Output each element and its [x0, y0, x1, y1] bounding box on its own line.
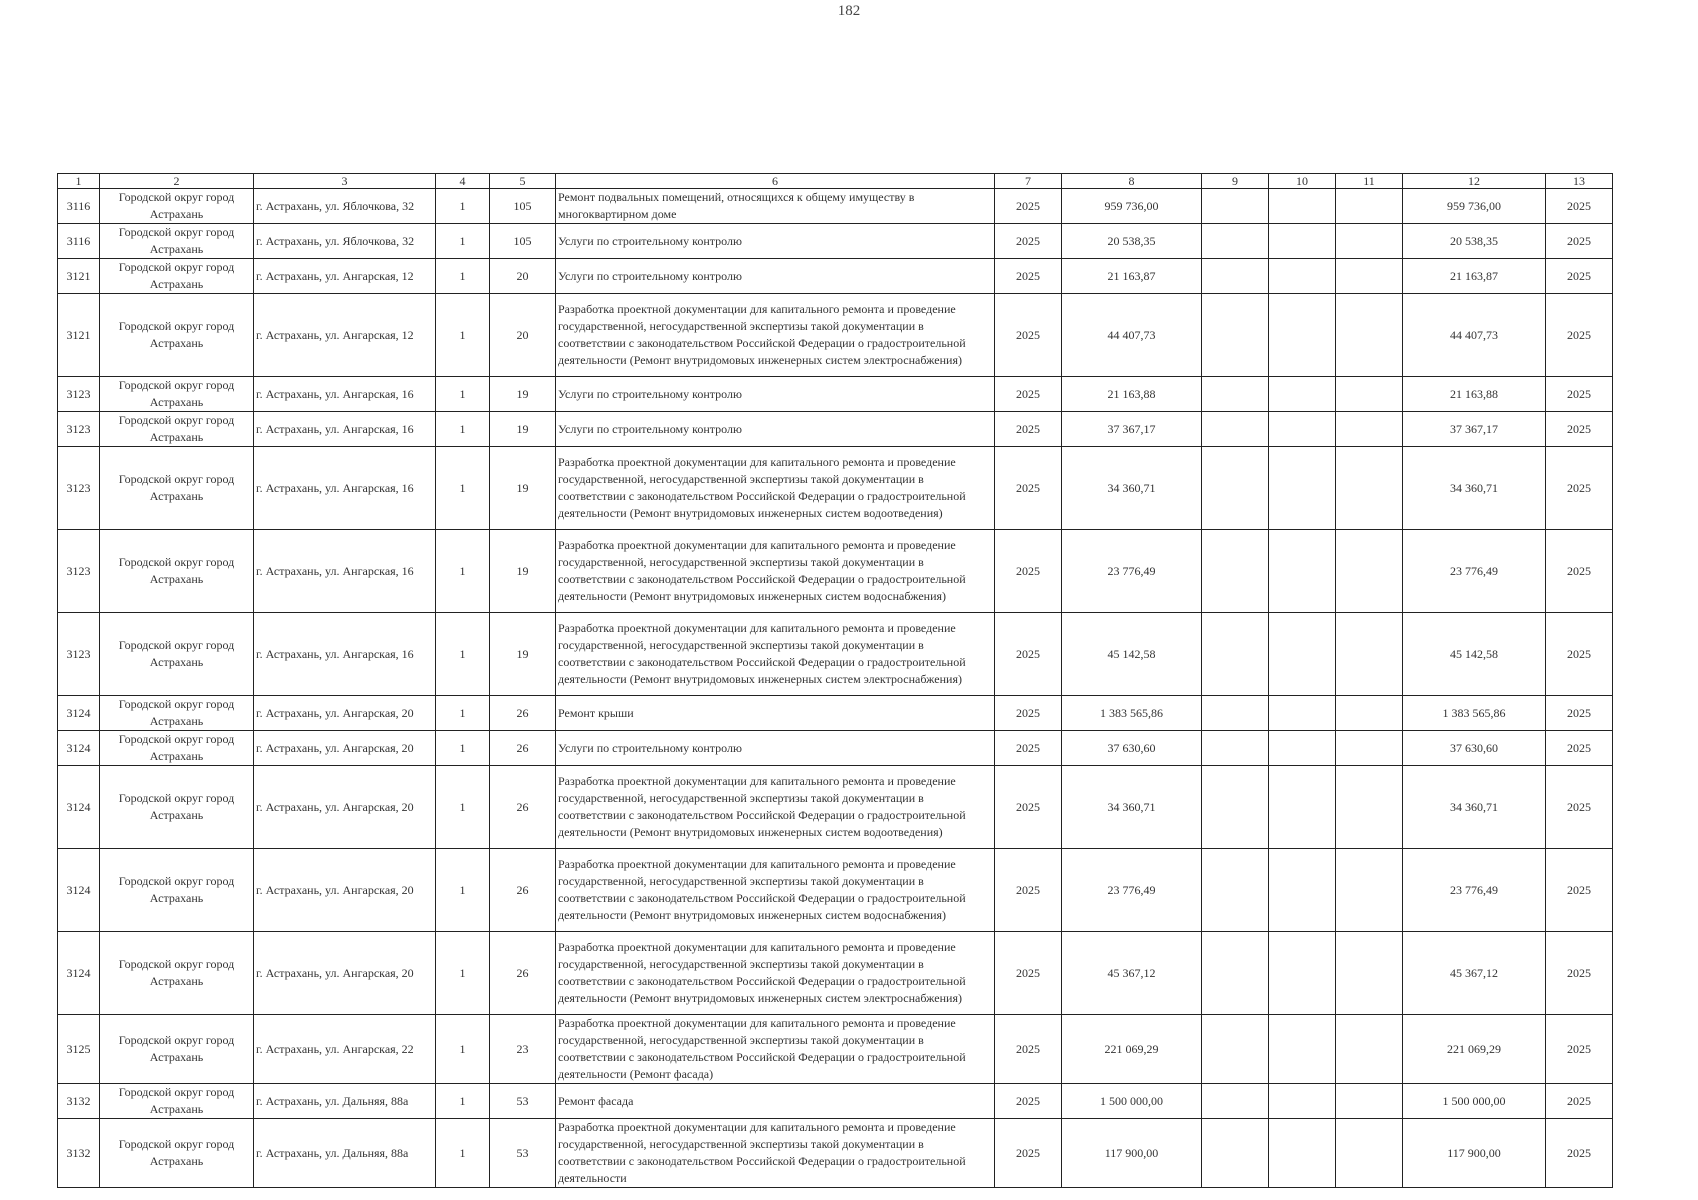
total-cost: 21 163,88: [1062, 377, 1202, 412]
col-10-value: [1269, 447, 1336, 530]
col-5-value: 19: [490, 530, 556, 613]
municipality: Городской округ город Астрахань: [100, 189, 254, 224]
work-description: Услуги по строительному контролю: [556, 412, 995, 447]
fund-cost: 34 360,71: [1403, 766, 1546, 849]
completion-year: 2025: [1546, 731, 1613, 766]
municipality: Городской округ город Астрахань: [100, 1119, 254, 1188]
page-number: 182: [837, 3, 861, 19]
year: 2025: [995, 189, 1062, 224]
col-10-value: [1269, 530, 1336, 613]
work-description: Ремонт крыши: [556, 696, 995, 731]
col-9-value: [1202, 613, 1269, 696]
col-10-value: [1269, 259, 1336, 294]
row-number: 3124: [58, 731, 100, 766]
address: г. Астрахань, ул. Ангарская, 16: [254, 530, 436, 613]
col-11-value: [1336, 224, 1403, 259]
municipality: Городской округ город Астрахань: [100, 224, 254, 259]
col-5-value: 26: [490, 696, 556, 731]
year: 2025: [995, 224, 1062, 259]
year: 2025: [995, 613, 1062, 696]
municipality: Городской округ город Астрахань: [100, 849, 254, 932]
column-number: 7: [995, 174, 1062, 189]
total-cost: 44 407,73: [1062, 294, 1202, 377]
col-9-value: [1202, 932, 1269, 1015]
municipality: Городской округ город Астрахань: [100, 530, 254, 613]
col-10-value: [1269, 613, 1336, 696]
year: 2025: [995, 1084, 1062, 1119]
col-4-value: 1: [436, 932, 490, 1015]
row-number: 3124: [58, 766, 100, 849]
col-10-value: [1269, 731, 1336, 766]
row-number: 3121: [58, 294, 100, 377]
table-row: [58, 696, 1613, 731]
row-number: 3123: [58, 377, 100, 412]
address: г. Астрахань, ул. Ангарская, 16: [254, 377, 436, 412]
col-4-value: 1: [436, 696, 490, 731]
table-row: [58, 731, 1613, 766]
year: 2025: [995, 259, 1062, 294]
address: г. Астрахань, ул. Дальняя, 88а: [254, 1119, 436, 1188]
year: 2025: [995, 530, 1062, 613]
total-cost: 34 360,71: [1062, 766, 1202, 849]
fund-cost: 37 630,60: [1403, 731, 1546, 766]
table-body: [58, 174, 1613, 1188]
completion-year: 2025: [1546, 447, 1613, 530]
fund-cost: 1 500 000,00: [1403, 1084, 1546, 1119]
col-4-value: 1: [436, 377, 490, 412]
table-row: [58, 412, 1613, 447]
row-number: 3123: [58, 530, 100, 613]
completion-year: 2025: [1546, 1084, 1613, 1119]
col-9-value: [1202, 377, 1269, 412]
address: г. Астрахань, ул. Ангарская, 20: [254, 766, 436, 849]
work-description: Разработка проектной документации для капитального ремонта и проведение государственной, негосударственной экспертизы такой документации в соответствии с законодательством Российской Федерации о градостроительной деятельности (Ремонт внутридомовых инженерных систем водоотведения): [556, 447, 995, 530]
col-10-value: [1269, 294, 1336, 377]
municipality: Городской округ город Астрахань: [100, 613, 254, 696]
col-9-value: [1202, 1119, 1269, 1188]
row-number: 3124: [58, 932, 100, 1015]
table-row: [58, 377, 1613, 412]
completion-year: 2025: [1546, 294, 1613, 377]
col-11-value: [1336, 412, 1403, 447]
completion-year: 2025: [1546, 849, 1613, 932]
table-row: [58, 849, 1613, 932]
row-number: 3125: [58, 1015, 100, 1084]
work-description: Услуги по строительному контролю: [556, 259, 995, 294]
municipality: Городской округ город Астрахань: [100, 377, 254, 412]
completion-year: 2025: [1546, 1015, 1613, 1084]
column-number: 4: [436, 174, 490, 189]
fund-cost: 221 069,29: [1403, 1015, 1546, 1084]
col-10-value: [1269, 224, 1336, 259]
municipality: Городской округ город Астрахань: [100, 731, 254, 766]
fund-cost: 117 900,00: [1403, 1119, 1546, 1188]
address: г. Астрахань, ул. Ангарская, 20: [254, 849, 436, 932]
row-number: 3123: [58, 447, 100, 530]
col-4-value: 1: [436, 189, 490, 224]
col-11-value: [1336, 1084, 1403, 1119]
address: г. Астрахань, ул. Ангарская, 12: [254, 294, 436, 377]
col-9-value: [1202, 1015, 1269, 1084]
completion-year: 2025: [1546, 412, 1613, 447]
col-5-value: 19: [490, 613, 556, 696]
column-number: 1: [58, 174, 100, 189]
col-11-value: [1336, 1015, 1403, 1084]
work-description: Разработка проектной документации для капитального ремонта и проведение государственной, негосударственной экспертизы такой документации в соответствии с законодательством Российской Федерации о градостроительной деятельности (Ремонт внутридомовых инженерных систем электроснабжения): [556, 613, 995, 696]
col-11-value: [1336, 932, 1403, 1015]
work-description: Услуги по строительному контролю: [556, 731, 995, 766]
year: 2025: [995, 932, 1062, 1015]
total-cost: 23 776,49: [1062, 849, 1202, 932]
col-4-value: 1: [436, 530, 490, 613]
col-5-value: 19: [490, 377, 556, 412]
year: 2025: [995, 849, 1062, 932]
work-description: Разработка проектной документации для капитального ремонта и проведение государственной, негосударственной экспертизы такой документации в соответствии с законодательством Российской Федерации о градостроительной деятельности (Ремонт внутридомовых инженерных систем электроснабжения): [556, 294, 995, 377]
column-number: 10: [1269, 174, 1336, 189]
total-cost: 1 383 565,86: [1062, 696, 1202, 731]
col-10-value: [1269, 412, 1336, 447]
work-description: Услуги по строительному контролю: [556, 377, 995, 412]
col-9-value: [1202, 447, 1269, 530]
municipality: Городской округ город Астрахань: [100, 1015, 254, 1084]
municipality: Городской округ город Астрахань: [100, 932, 254, 1015]
capital-repair-table: [57, 173, 1613, 1188]
municipality: Городской округ город Астрахань: [100, 259, 254, 294]
row-number: 3123: [58, 613, 100, 696]
address: г. Астрахань, ул. Ангарская, 20: [254, 731, 436, 766]
fund-cost: 1 383 565,86: [1403, 696, 1546, 731]
row-number: 3116: [58, 224, 100, 259]
column-number: 11: [1336, 174, 1403, 189]
completion-year: 2025: [1546, 766, 1613, 849]
address: г. Астрахань, ул. Ангарская, 20: [254, 696, 436, 731]
municipality: Городской округ город Астрахань: [100, 766, 254, 849]
col-9-value: [1202, 224, 1269, 259]
col-10-value: [1269, 1084, 1336, 1119]
col-4-value: 1: [436, 849, 490, 932]
work-description: Разработка проектной документации для капитального ремонта и проведение государственной, негосударственной экспертизы такой документации в соответствии с законодательством Российской Федерации о градостроительной деятельности: [556, 1119, 995, 1188]
municipality: Городской округ город Астрахань: [100, 696, 254, 731]
year: 2025: [995, 1119, 1062, 1188]
address: г. Астрахань, ул. Ангарская, 16: [254, 447, 436, 530]
table-row: [58, 447, 1613, 530]
col-10-value: [1269, 189, 1336, 224]
col-11-value: [1336, 294, 1403, 377]
col-9-value: [1202, 294, 1269, 377]
col-11-value: [1336, 447, 1403, 530]
col-10-value: [1269, 766, 1336, 849]
completion-year: 2025: [1546, 224, 1613, 259]
table-row: [58, 1084, 1613, 1119]
col-9-value: [1202, 189, 1269, 224]
total-cost: 37 367,17: [1062, 412, 1202, 447]
table-row: [58, 1119, 1613, 1188]
fund-cost: 959 736,00: [1403, 189, 1546, 224]
address: г. Астрахань, ул. Ангарская, 22: [254, 1015, 436, 1084]
col-11-value: [1336, 530, 1403, 613]
total-cost: 37 630,60: [1062, 731, 1202, 766]
col-9-value: [1202, 530, 1269, 613]
completion-year: 2025: [1546, 530, 1613, 613]
year: 2025: [995, 377, 1062, 412]
total-cost: 1 500 000,00: [1062, 1084, 1202, 1119]
col-9-value: [1202, 766, 1269, 849]
table-row: [58, 932, 1613, 1015]
col-10-value: [1269, 696, 1336, 731]
table-row: [58, 189, 1613, 224]
col-10-value: [1269, 377, 1336, 412]
col-5-value: 23: [490, 1015, 556, 1084]
col-5-value: 19: [490, 447, 556, 530]
year: 2025: [995, 696, 1062, 731]
completion-year: 2025: [1546, 613, 1613, 696]
work-description: Ремонт подвальных помещений, относящихся к общему имуществу в многоквартирном доме: [556, 189, 995, 224]
total-cost: 21 163,87: [1062, 259, 1202, 294]
completion-year: 2025: [1546, 696, 1613, 731]
row-number: 3124: [58, 696, 100, 731]
table-row: [58, 766, 1613, 849]
year: 2025: [995, 412, 1062, 447]
total-cost: 117 900,00: [1062, 1119, 1202, 1188]
total-cost: 23 776,49: [1062, 530, 1202, 613]
col-11-value: [1336, 1119, 1403, 1188]
table-row: [58, 294, 1613, 377]
address: г. Астрахань, ул. Ангарская, 16: [254, 412, 436, 447]
address: г. Астрахань, ул. Яблочкова, 32: [254, 189, 436, 224]
row-number: 3121: [58, 259, 100, 294]
col-5-value: 19: [490, 412, 556, 447]
col-11-value: [1336, 766, 1403, 849]
col-5-value: 26: [490, 849, 556, 932]
fund-cost: 45 367,12: [1403, 932, 1546, 1015]
col-4-value: 1: [436, 259, 490, 294]
row-number: 3132: [58, 1119, 100, 1188]
fund-cost: 45 142,58: [1403, 613, 1546, 696]
fund-cost: 34 360,71: [1403, 447, 1546, 530]
col-5-value: 26: [490, 932, 556, 1015]
work-description: Разработка проектной документации для капитального ремонта и проведение государственной, негосударственной экспертизы такой документации в соответствии с законодательством Российской Федерации о градостроительной деятельности (Ремонт фасада): [556, 1015, 995, 1084]
table-row: [58, 224, 1613, 259]
col-10-value: [1269, 1119, 1336, 1188]
col-4-value: 1: [436, 766, 490, 849]
fund-cost: 23 776,49: [1403, 530, 1546, 613]
col-4-value: 1: [436, 412, 490, 447]
table-row: [58, 530, 1613, 613]
col-4-value: 1: [436, 731, 490, 766]
row-number: 3123: [58, 412, 100, 447]
col-4-value: 1: [436, 224, 490, 259]
col-5-value: 20: [490, 294, 556, 377]
col-11-value: [1336, 696, 1403, 731]
municipality: Городской округ город Астрахань: [100, 294, 254, 377]
col-4-value: 1: [436, 294, 490, 377]
total-cost: 45 142,58: [1062, 613, 1202, 696]
work-description: Разработка проектной документации для капитального ремонта и проведение государственной, негосударственной экспертизы такой документации в соответствии с законодательством Российской Федерации о градостроительной деятельности (Ремонт внутридомовых инженерных систем электроснабжения): [556, 932, 995, 1015]
col-10-value: [1269, 849, 1336, 932]
column-number: 9: [1202, 174, 1269, 189]
completion-year: 2025: [1546, 932, 1613, 1015]
fund-cost: 21 163,87: [1403, 259, 1546, 294]
year: 2025: [995, 731, 1062, 766]
column-number-row: [58, 174, 1613, 189]
work-description: Разработка проектной документации для капитального ремонта и проведение государственной, негосударственной экспертизы такой документации в соответствии с законодательством Российской Федерации о градостроительной деятельности (Ремонт внутридомовых инженерных систем водоотведения): [556, 766, 995, 849]
col-11-value: [1336, 613, 1403, 696]
address: г. Астрахань, ул. Яблочкова, 32: [254, 224, 436, 259]
column-number: 3: [254, 174, 436, 189]
row-number: 3116: [58, 189, 100, 224]
col-4-value: 1: [436, 613, 490, 696]
address: г. Астрахань, ул. Ангарская, 16: [254, 613, 436, 696]
total-cost: 45 367,12: [1062, 932, 1202, 1015]
address: г. Астрахань, ул. Дальняя, 88а: [254, 1084, 436, 1119]
fund-cost: 37 367,17: [1403, 412, 1546, 447]
column-number: 5: [490, 174, 556, 189]
col-9-value: [1202, 259, 1269, 294]
col-4-value: 1: [436, 1084, 490, 1119]
row-number: 3124: [58, 849, 100, 932]
col-9-value: [1202, 696, 1269, 731]
year: 2025: [995, 294, 1062, 377]
completion-year: 2025: [1546, 377, 1613, 412]
year: 2025: [995, 766, 1062, 849]
col-5-value: 105: [490, 224, 556, 259]
col-9-value: [1202, 849, 1269, 932]
col-11-value: [1336, 377, 1403, 412]
col-10-value: [1269, 932, 1336, 1015]
col-4-value: 1: [436, 1015, 490, 1084]
col-5-value: 26: [490, 766, 556, 849]
table-row: [58, 613, 1613, 696]
fund-cost: 44 407,73: [1403, 294, 1546, 377]
table-row: [58, 259, 1613, 294]
col-11-value: [1336, 189, 1403, 224]
table-row: [58, 1015, 1613, 1084]
col-11-value: [1336, 849, 1403, 932]
municipality: Городской округ город Астрахань: [100, 1084, 254, 1119]
total-cost: 959 736,00: [1062, 189, 1202, 224]
completion-year: 2025: [1546, 189, 1613, 224]
total-cost: 34 360,71: [1062, 447, 1202, 530]
col-5-value: 53: [490, 1119, 556, 1188]
work-description: Разработка проектной документации для капитального ремонта и проведение государственной, негосударственной экспертизы такой документации в соответствии с законодательством Российской Федерации о градостроительной деятельности (Ремонт внутридомовых инженерных систем водоснабжения): [556, 849, 995, 932]
column-number: 13: [1546, 174, 1613, 189]
col-9-value: [1202, 412, 1269, 447]
fund-cost: 23 776,49: [1403, 849, 1546, 932]
col-10-value: [1269, 1015, 1336, 1084]
year: 2025: [995, 1015, 1062, 1084]
municipality: Городской округ город Астрахань: [100, 412, 254, 447]
col-5-value: 26: [490, 731, 556, 766]
col-5-value: 105: [490, 189, 556, 224]
municipality: Городской округ город Астрахань: [100, 447, 254, 530]
col-4-value: 1: [436, 447, 490, 530]
completion-year: 2025: [1546, 259, 1613, 294]
work-description: Разработка проектной документации для капитального ремонта и проведение государственной, негосударственной экспертизы такой документации в соответствии с законодательством Российской Федерации о градостроительной деятельности (Ремонт внутридомовых инженерных систем водоснабжения): [556, 530, 995, 613]
col-4-value: 1: [436, 1119, 490, 1188]
col-5-value: 53: [490, 1084, 556, 1119]
work-description: Ремонт фасада: [556, 1084, 995, 1119]
address: г. Астрахань, ул. Ангарская, 20: [254, 932, 436, 1015]
address: г. Астрахань, ул. Ангарская, 12: [254, 259, 436, 294]
column-number: 2: [100, 174, 254, 189]
column-number: 8: [1062, 174, 1202, 189]
completion-year: 2025: [1546, 1119, 1613, 1188]
col-5-value: 20: [490, 259, 556, 294]
column-number: 12: [1403, 174, 1546, 189]
row-number: 3132: [58, 1084, 100, 1119]
col-11-value: [1336, 259, 1403, 294]
total-cost: 20 538,35: [1062, 224, 1202, 259]
total-cost: 221 069,29: [1062, 1015, 1202, 1084]
col-9-value: [1202, 1084, 1269, 1119]
work-description: Услуги по строительному контролю: [556, 224, 995, 259]
column-number: 6: [556, 174, 995, 189]
fund-cost: 21 163,88: [1403, 377, 1546, 412]
year: 2025: [995, 447, 1062, 530]
col-9-value: [1202, 731, 1269, 766]
fund-cost: 20 538,35: [1403, 224, 1546, 259]
col-11-value: [1336, 731, 1403, 766]
